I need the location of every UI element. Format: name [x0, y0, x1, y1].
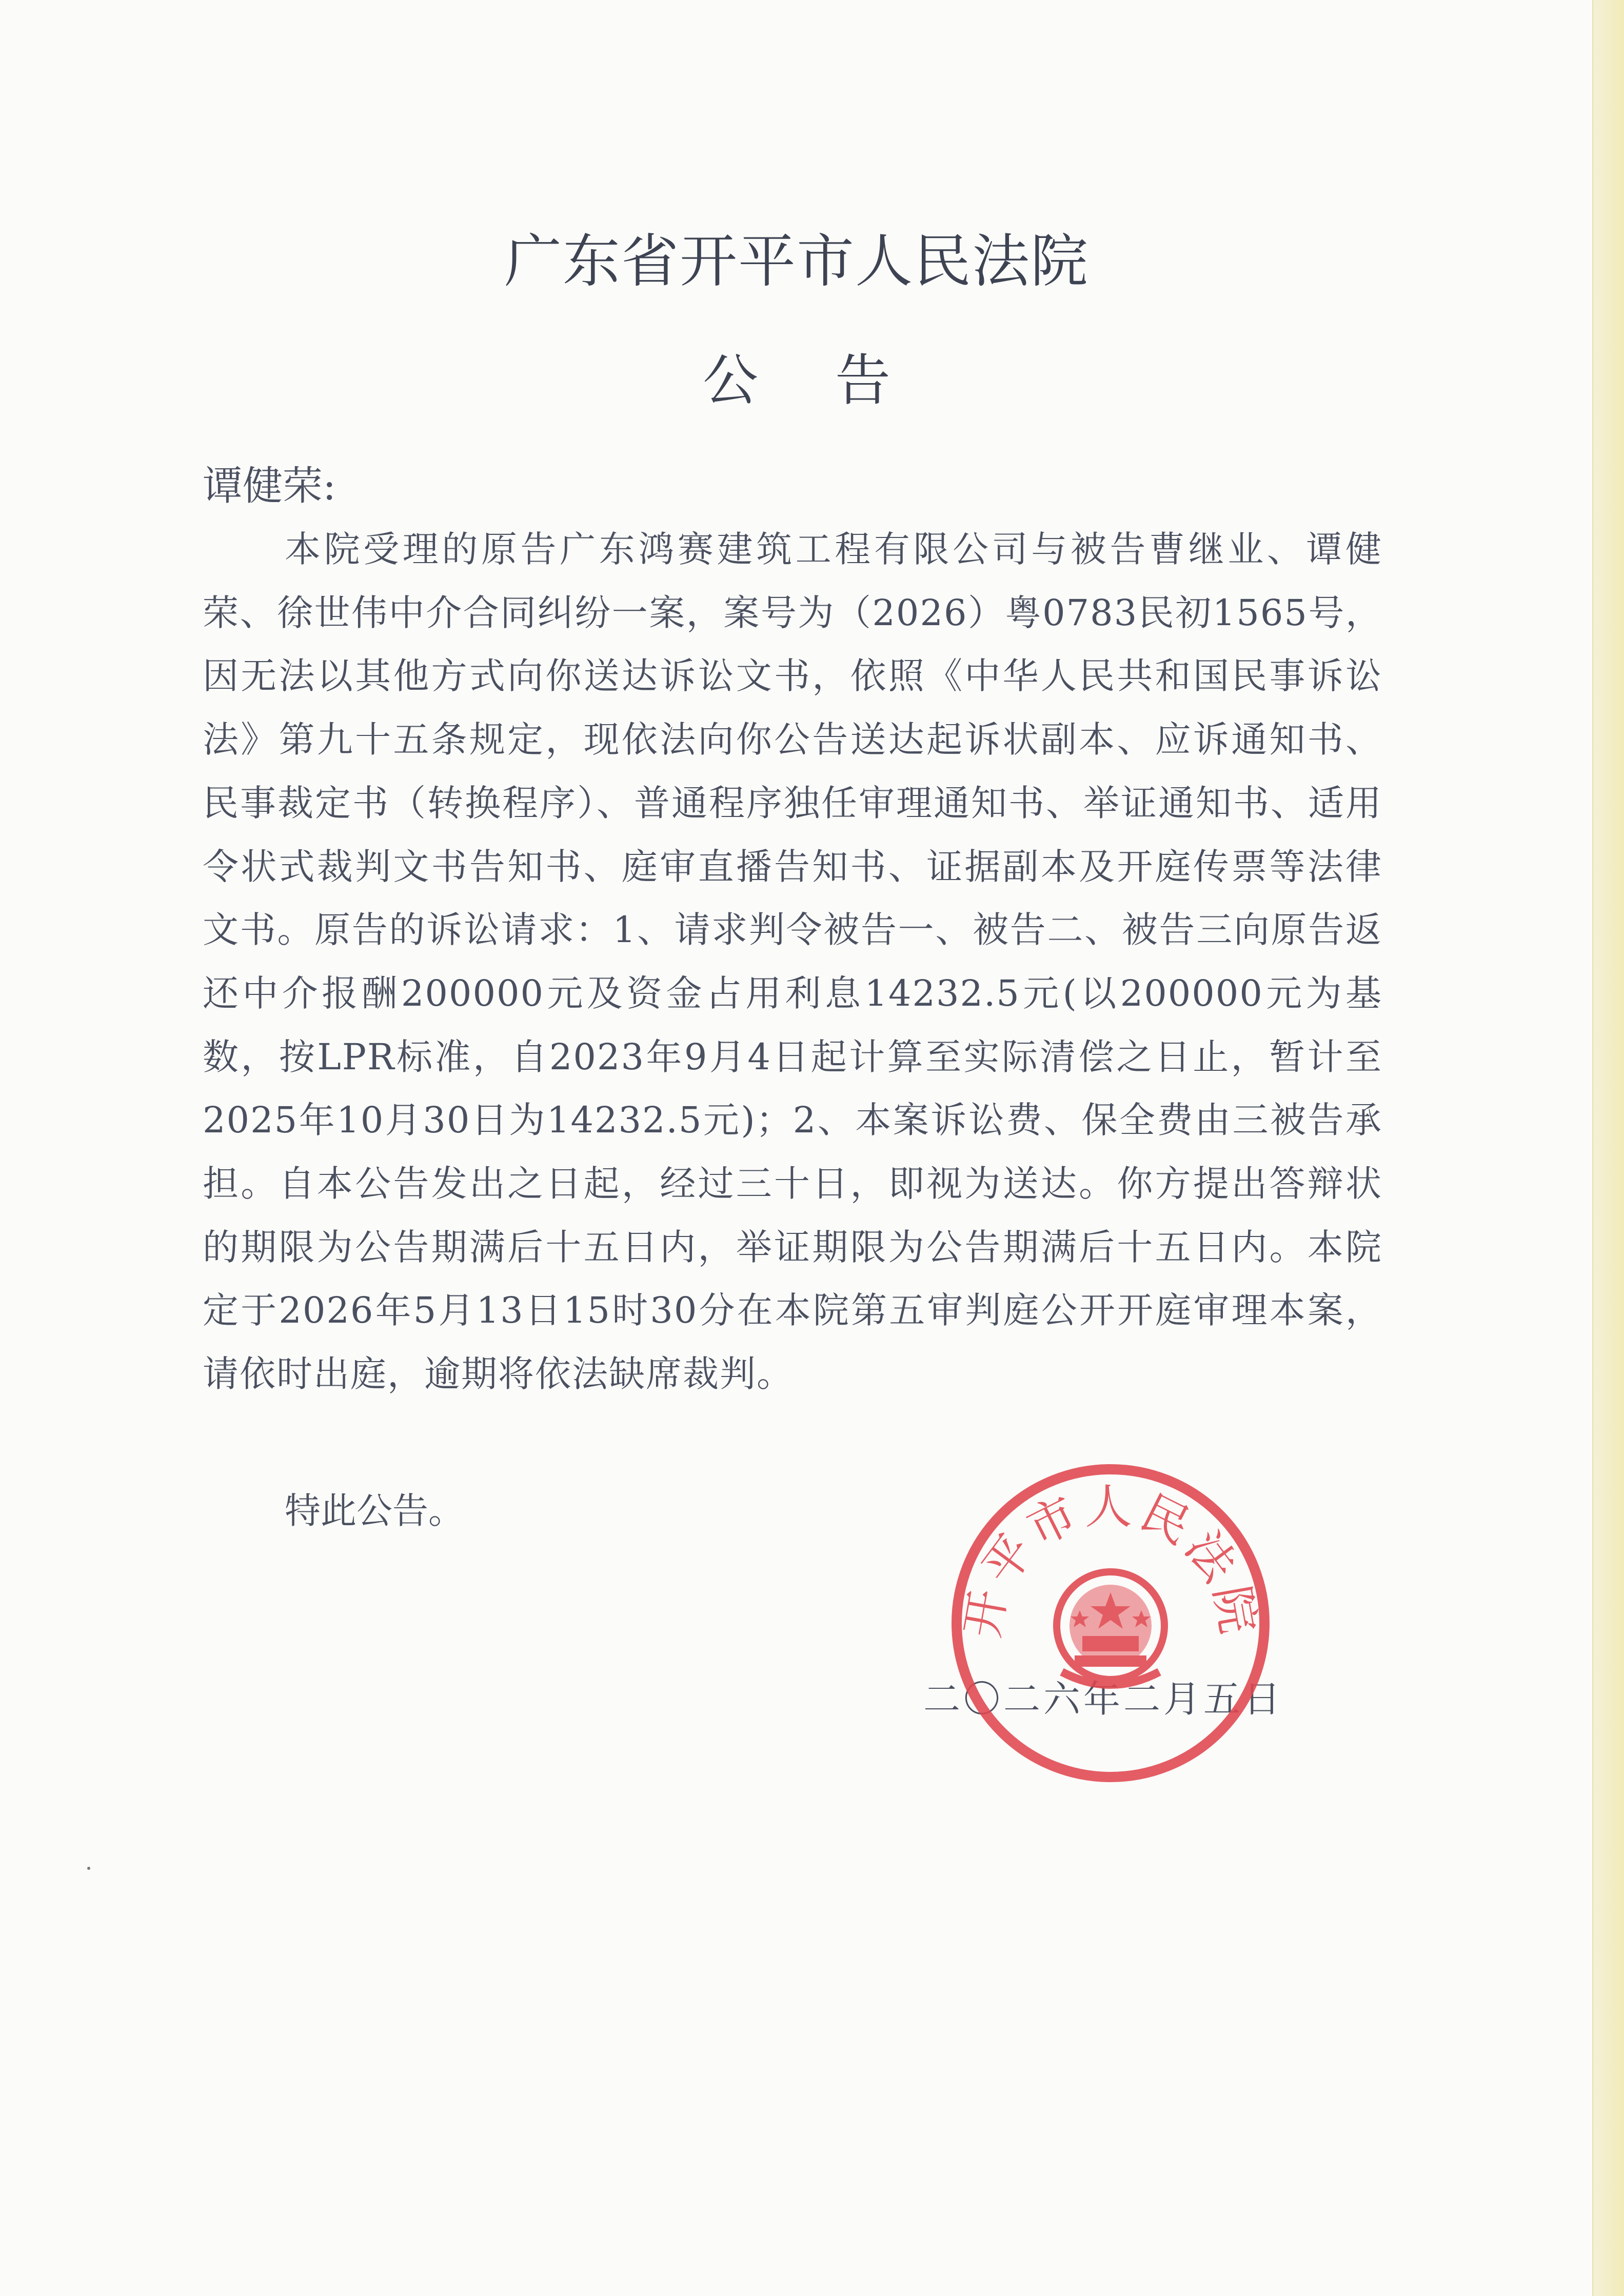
addressee: 谭健荣: — [203, 463, 336, 509]
notice-body: 本院受理的原告广东鸿赛建筑工程有限公司与被告曹继业、谭健荣、徐世伟中介合同纠纷一案，案号为（2026）粤0783民初1565号，因无法以其他方式向你送达诉讼文书，依照《中华人民共和国民事诉讼法》第九十五条规定，现依法向你公告送达起诉状副本、应诉通知书、民事裁定书（转换程序）、普通程序独任审理通知书、举证通知书、适用令状式裁判文书告知书、庭审直播告知书、证据副本及开庭传票等法律文书。原告的诉讼请求：1、请求判令被告一、被告二、被告三向原告返还中介报酬200000元及资金占用利息14232.5元(以200000元为基数，按LPR标准，自2023年9月4日起计算至实际清偿之日止，暂计至2025年10月30日为14232.5元)；2、本案诉讼费、保全费由三被告承担。自本公告发出之日起，经过三十日，即视为送达。你方提出答辩状的期限为公告期满后十五日内，举证期限为公告期满后十五日内。本院定于2026年5月13日15时30分在本院第五审判庭公开开庭审理本案，请依时出庭，逾期将依法缺席裁判。 — [203, 528, 1382, 1395]
closing-text: 特此公告。 — [285, 1490, 464, 1532]
paper-speck — [87, 1867, 90, 1870]
court-name: 广东省开平市人民法院 — [504, 228, 1089, 295]
svg-text:开平市人民法院: 开平市人民法院 — [954, 1480, 1267, 1642]
document-title: 公告 — [702, 349, 967, 413]
paper-edge — [1592, 0, 1624, 2296]
notice-date: 二〇二六年二月五日 — [923, 1678, 1284, 1721]
court-seal-icon — [944, 1456, 1277, 1790]
